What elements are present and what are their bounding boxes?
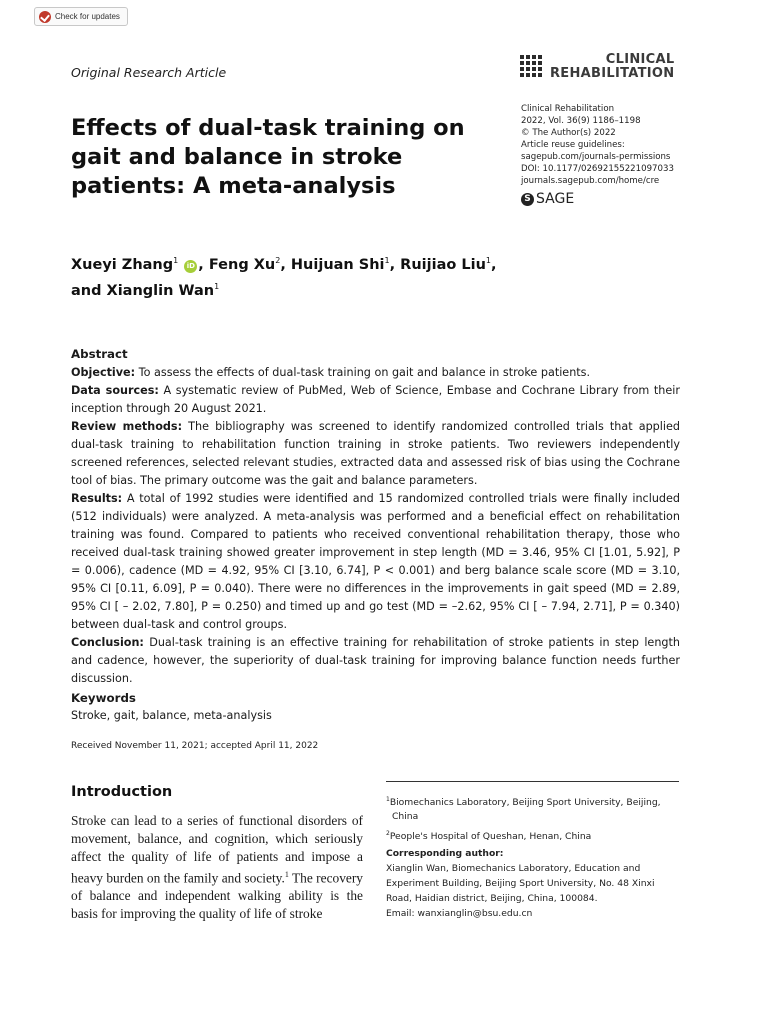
- abstract-objective-text: To assess the effects of dual-task training on gait and balance in stroke patients.: [135, 366, 591, 379]
- affiliation-item: [386, 827, 679, 844]
- affiliation-item: [386, 793, 679, 823]
- author-affiliation-sup: 1: [485, 256, 492, 265]
- introduction-heading: Introduction: [71, 784, 173, 800]
- author-affiliation-sup: 1: [173, 256, 179, 265]
- footnote-divider: [386, 781, 679, 782]
- keywords: [71, 689, 272, 725]
- journal-logo-line1: CLINICAL: [605, 52, 675, 67]
- copyright: © The Author(s) 2022: [521, 128, 616, 138]
- corresponding-author-email[interactable]: Email: wanxianglin@bsu.edu.cn: [386, 908, 533, 919]
- abstract-objective-label: Objective:: [71, 366, 136, 379]
- abstract-heading: Abstract: [71, 347, 128, 361]
- author-separator: ,: [491, 256, 497, 273]
- author-name: and Xianglin Wan: [71, 282, 215, 299]
- abstract: [71, 345, 680, 688]
- abstract-conclusion: [71, 634, 680, 688]
- affiliation-line: People's Hospital of Queshan, Henan, China: [389, 831, 592, 843]
- introduction-text-part1: Stroke can lead to a series of functional disorders of movement, balance, and cognition, which seriously affect the quality of life of patients and impose a heavy burden on the family and society.: [71, 813, 363, 886]
- author-name: , Ruijiao Liu: [389, 256, 486, 273]
- orcid-icon[interactable]: iD: [184, 260, 197, 273]
- permissions-link[interactable]: sagepub.com/journals-permissions: [521, 152, 671, 162]
- affiliation-line: China: [392, 810, 419, 822]
- check-for-updates-button[interactable]: [34, 7, 128, 26]
- author-list: [71, 250, 541, 302]
- journal-home-link[interactable]: journals.sagepub.com/home/cre: [521, 176, 660, 186]
- abstract-objective: [71, 364, 680, 382]
- keywords-text: Stroke, gait, balance, meta-analysis: [71, 709, 272, 722]
- abstract-conclusion-label: Conclusion:: [71, 636, 144, 649]
- sage-icon: S: [521, 193, 534, 206]
- corresponding-author: [386, 846, 679, 921]
- doi-link[interactable]: DOI: 10.1177/02692155221097033: [521, 164, 674, 174]
- affiliations: [386, 793, 679, 848]
- author-name: , Feng Xu: [198, 256, 276, 273]
- journal-name: Clinical Rehabilitation: [521, 104, 615, 114]
- author-affiliation-sup: 2: [275, 256, 281, 265]
- abstract-sources-text: A systematic review of PubMed, Web of Science, Embase and Cochrane Library from their inception through 20 August 2021.: [71, 384, 680, 415]
- author-affiliation-sup: 1: [214, 281, 220, 291]
- author-affiliation-sup: 1: [384, 256, 390, 265]
- publisher-name: SAGE: [536, 191, 575, 207]
- affiliation-sup: 2: [386, 830, 390, 838]
- keywords-heading: Keywords: [71, 691, 136, 705]
- check-for-updates-label: Check for updates: [55, 12, 120, 21]
- journal-logo: [520, 53, 674, 81]
- introduction-text: [71, 812, 363, 923]
- abstract-methods-label: Review methods:: [71, 420, 183, 433]
- citation-ref[interactable]: 1: [284, 870, 289, 879]
- paper-title: Effects of dual-task training on gait and balance in stroke patients: A meta-analysis: [71, 115, 465, 199]
- affiliation-line: Biomechanics Laboratory, Beijing Sport University, Beijing,: [389, 797, 661, 809]
- journal-logo-icon: [520, 55, 544, 79]
- reuse-guidelines-label: Article reuse guidelines:: [521, 140, 625, 150]
- abstract-sources: [71, 382, 680, 418]
- author-name: , Huijuan Shi: [280, 256, 385, 273]
- introduction-text-part2: The recovery of balance and independent walking ability is the basis for improving the quality of life of stroke: [71, 870, 364, 922]
- journal-logo-line2: REHABILITATION: [550, 66, 675, 81]
- author-name: Xueyi Zhang: [71, 256, 174, 273]
- journal-volume: 2022, Vol. 36(9) 1186–1198: [521, 116, 641, 126]
- article-type: Original Research Article: [71, 65, 227, 80]
- corresponding-author-heading: Corresponding author:: [386, 848, 504, 859]
- abstract-methods: [71, 418, 680, 490]
- abstract-results: [71, 490, 680, 634]
- journal-metadata: [521, 103, 674, 187]
- abstract-results-text: A total of 1992 studies were identified and 15 randomized controlled trials were finally included (512 individuals) were analyzed. A meta-analysis was performed and a beneficial effect on rehabilitation training was found. Compared to patients who received conventional rehabilitation therapy, those who received dual-task training showed greater improvement in step length (MD = 3.46, 95% CI [1.01, 5.92], P = 0.006), cadence (MD = 4.92, 95% CI [3.10, 6.74], P < 0.001) and berg balance scale score (MD = 3.10, 95% CI [0.11, 6.09], P = 0.040). There were no differences in the improvements in gait speed (MD = 2.89, 95% CI [ – 2.02, 7.80], P = 0.250) and timed up and go test (MD = –2.62, 95% CI [ – 7.94, 2.71], P = 0.340) between dual-task and control groups.: [71, 492, 680, 631]
- abstract-methods-text: The bibliography was screened to identify randomized controlled trials that applied dual-task training to rehabilitation function training in stroke patients. Two reviewers independently screened references, selected relevant studies, extracted data and assessed risk of bias using the Cochrane tool of bias. The primary outcome was the gait and balance parameters.: [71, 420, 680, 487]
- abstract-results-label: Results:: [71, 492, 123, 505]
- abstract-sources-label: Data sources:: [71, 384, 159, 397]
- abstract-conclusion-text: Dual-task training is an effective training for rehabilitation of stroke patients in step length and cadence, however, the superiority of dual-task training for improving balance function needs further discussion.: [71, 636, 680, 685]
- affiliation-sup: 1: [386, 796, 390, 803]
- sage-logo: [521, 191, 574, 207]
- corresponding-author-address: Xianglin Wan, Biomechanics Laboratory, Education and Experiment Building, Beijing Sport University, No. 48 Xinxi Road, Haidian district, Beijing, China, 100084.: [386, 863, 655, 904]
- received-dates: Received November 11, 2021; accepted April 11, 2022: [71, 741, 319, 751]
- check-updates-icon: [39, 11, 51, 23]
